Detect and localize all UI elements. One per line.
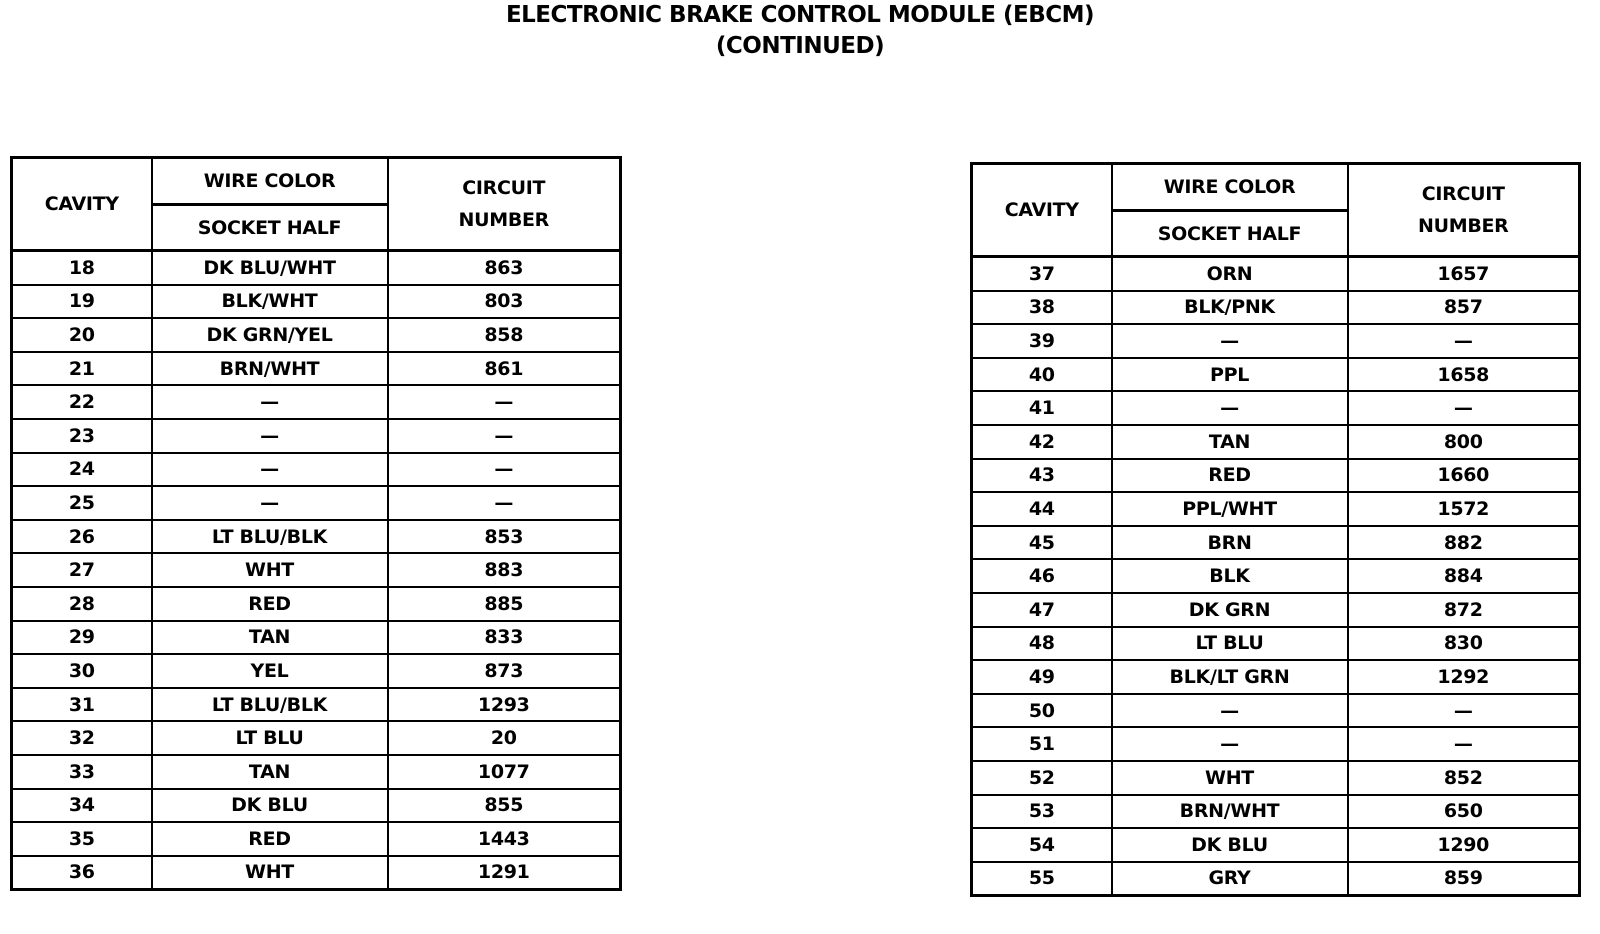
cavity-cell: 55 [972,862,1112,896]
header-socket-half: SOCKET HALF [152,205,388,251]
wire-color-cell: BLK/PNK [1112,291,1348,325]
cavity-cell: 31 [12,688,152,722]
circuit-number-cell: 803 [388,285,621,319]
wire-color-cell: TAN [1112,425,1348,459]
wire-color-cell: DK BLU [1112,828,1348,862]
circuit-number-cell: 852 [1348,761,1580,795]
table-row [972,324,1580,358]
table-row [12,486,621,520]
header-wire-color: WIRE COLOR [1112,164,1348,211]
cavity-cell: 22 [12,385,152,419]
circuit-number-cell: 884 [1348,559,1580,593]
table-row [12,453,621,487]
wire-color-cell: WHT [152,856,388,890]
wire-color-cell: WHT [152,553,388,587]
wire-color-cell: BRN/WHT [1112,795,1348,829]
wire-color-cell: GRY [1112,862,1348,896]
circuit-number-cell: — [388,385,621,419]
header-cavity: CAVITY [972,164,1112,257]
circuit-number-cell: 882 [1348,526,1580,560]
cavity-cell: 18 [12,251,152,285]
table-row [12,755,621,789]
wire-color-cell: LT BLU/BLK [152,520,388,554]
table-row [12,553,621,587]
wire-color-cell: RED [1112,459,1348,493]
wire-color-cell: LT BLU [1112,627,1348,661]
cavity-cell: 53 [972,795,1112,829]
wire-color-cell: — [1112,391,1348,425]
table-row [972,459,1580,493]
wire-color-cell: YEL [152,654,388,688]
left-table-body [12,251,621,890]
table-row [12,721,621,755]
circuit-number-cell: 853 [388,520,621,554]
table-row [12,385,621,419]
cavity-cell: 33 [12,755,152,789]
circuit-number-cell: 861 [388,352,621,386]
table-row [12,352,621,386]
wire-color-cell: LT BLU/BLK [152,688,388,722]
table-row [972,492,1580,526]
cavity-cell: 26 [12,520,152,554]
circuit-number-cell: — [1348,324,1580,358]
right-pinout-table [970,162,1581,897]
cavity-cell: 27 [12,553,152,587]
cavity-cell: 38 [972,291,1112,325]
table-row [972,391,1580,425]
header-circuit-line-1: CIRCUIT [1421,183,1505,205]
table-row [12,251,621,285]
wire-color-cell: PPL/WHT [1112,492,1348,526]
wire-color-cell: — [152,385,388,419]
table-row [972,761,1580,795]
wire-color-cell: BRN/WHT [152,352,388,386]
cavity-cell: 30 [12,654,152,688]
cavity-cell: 52 [972,761,1112,795]
title-line-2: (CONTINUED) [715,33,885,59]
wire-color-cell: ORN [1112,257,1348,291]
cavity-cell: 46 [972,559,1112,593]
circuit-number-cell: — [1348,694,1580,728]
cavity-cell: 28 [12,587,152,621]
wire-color-cell: DK GRN [1112,593,1348,627]
right-table-body [972,257,1580,896]
cavity-cell: 19 [12,285,152,319]
wire-color-cell: — [152,453,388,487]
header-socket-half: SOCKET HALF [1112,211,1348,257]
table-row [12,688,621,722]
circuit-number-cell: 885 [388,587,621,621]
wire-color-cell: LT BLU [152,721,388,755]
wire-color-cell: DK BLU/WHT [152,251,388,285]
wire-color-cell: BLK [1112,559,1348,593]
cavity-cell: 51 [972,727,1112,761]
cavity-cell: 39 [972,324,1112,358]
table-row [972,828,1580,862]
wire-color-cell: TAN [152,755,388,789]
cavity-cell: 24 [12,453,152,487]
cavity-cell: 40 [972,358,1112,392]
cavity-cell: 34 [12,789,152,823]
circuit-number-cell: — [388,453,621,487]
table-row [972,593,1580,627]
wire-color-cell: WHT [1112,761,1348,795]
circuit-number-cell: 833 [388,621,621,655]
cavity-cell: 25 [12,486,152,520]
circuit-number-cell: 1293 [388,688,621,722]
wire-color-cell: RED [152,587,388,621]
header-circuit-line-2: NUMBER [458,209,550,231]
circuit-number-cell: — [388,419,621,453]
table-row [972,559,1580,593]
table-row [972,358,1580,392]
circuit-number-cell: 1572 [1348,492,1580,526]
table-row [972,727,1580,761]
circuit-number-cell: 1657 [1348,257,1580,291]
header-circuit-number [388,158,621,251]
cavity-cell: 35 [12,822,152,856]
circuit-number-cell: — [1348,727,1580,761]
circuit-number-cell: 1660 [1348,459,1580,493]
header-circuit-line-1: CIRCUIT [462,177,546,199]
circuit-number-cell: 858 [388,318,621,352]
circuit-number-cell: 800 [1348,425,1580,459]
table-row [972,694,1580,728]
wire-color-cell: BRN [1112,526,1348,560]
wire-color-cell: — [152,419,388,453]
header-cavity: CAVITY [12,158,152,251]
cavity-cell: 45 [972,526,1112,560]
table-row [972,291,1580,325]
circuit-number-cell: 859 [1348,862,1580,896]
circuit-number-cell: 1292 [1348,660,1580,694]
title-line-1: ELECTRONIC BRAKE CONTROL MODULE (EBCM) [505,2,1095,28]
cavity-cell: 48 [972,627,1112,661]
wire-color-cell: — [1112,324,1348,358]
table-row [972,795,1580,829]
cavity-cell: 54 [972,828,1112,862]
circuit-number-cell: 830 [1348,627,1580,661]
table-row [972,660,1580,694]
circuit-number-cell: 872 [1348,593,1580,627]
circuit-number-cell: 1291 [388,856,621,890]
cavity-cell: 44 [972,492,1112,526]
table-row [972,257,1580,291]
wire-color-cell: TAN [152,621,388,655]
table-row [12,621,621,655]
wire-color-cell: BLK/WHT [152,285,388,319]
table-row [972,425,1580,459]
header-circuit-number [1348,164,1580,257]
circuit-number-cell: 1443 [388,822,621,856]
cavity-cell: 29 [12,621,152,655]
cavity-cell: 32 [12,721,152,755]
circuit-number-cell: — [1348,391,1580,425]
wire-color-cell: DK GRN/YEL [152,318,388,352]
table-row [12,654,621,688]
wire-color-cell: BLK/LT GRN [1112,660,1348,694]
circuit-number-cell: 857 [1348,291,1580,325]
table-row [12,318,621,352]
circuit-number-cell: 1077 [388,755,621,789]
cavity-cell: 21 [12,352,152,386]
wire-color-cell: — [1112,727,1348,761]
circuit-number-cell: 20 [388,721,621,755]
table-row [972,862,1580,896]
wire-color-cell: PPL [1112,358,1348,392]
cavity-cell: 20 [12,318,152,352]
circuit-number-cell: 873 [388,654,621,688]
cavity-cell: 36 [12,856,152,890]
cavity-cell: 43 [972,459,1112,493]
circuit-number-cell: 883 [388,553,621,587]
cavity-cell: 42 [972,425,1112,459]
wire-color-cell: — [152,486,388,520]
header-circuit-line-2: NUMBER [1417,215,1509,237]
table-row [972,627,1580,661]
circuit-number-cell: 1658 [1348,358,1580,392]
left-pinout-table [10,156,622,891]
cavity-cell: 49 [972,660,1112,694]
cavity-cell: 47 [972,593,1112,627]
table-row [12,789,621,823]
circuit-number-cell: — [388,486,621,520]
circuit-number-cell: 650 [1348,795,1580,829]
header-wire-color: WIRE COLOR [152,158,388,205]
table-row [12,587,621,621]
table-row [12,285,621,319]
cavity-cell: 50 [972,694,1112,728]
wire-color-cell: RED [152,822,388,856]
document-title [0,0,1600,62]
table-row [972,526,1580,560]
table-row [12,822,621,856]
cavity-cell: 41 [972,391,1112,425]
cavity-cell: 23 [12,419,152,453]
wire-color-cell: DK BLU [152,789,388,823]
wire-color-cell: — [1112,694,1348,728]
cavity-cell: 37 [972,257,1112,291]
circuit-number-cell: 855 [388,789,621,823]
circuit-number-cell: 1290 [1348,828,1580,862]
table-row [12,856,621,890]
circuit-number-cell: 863 [388,251,621,285]
table-row [12,419,621,453]
table-row [12,520,621,554]
